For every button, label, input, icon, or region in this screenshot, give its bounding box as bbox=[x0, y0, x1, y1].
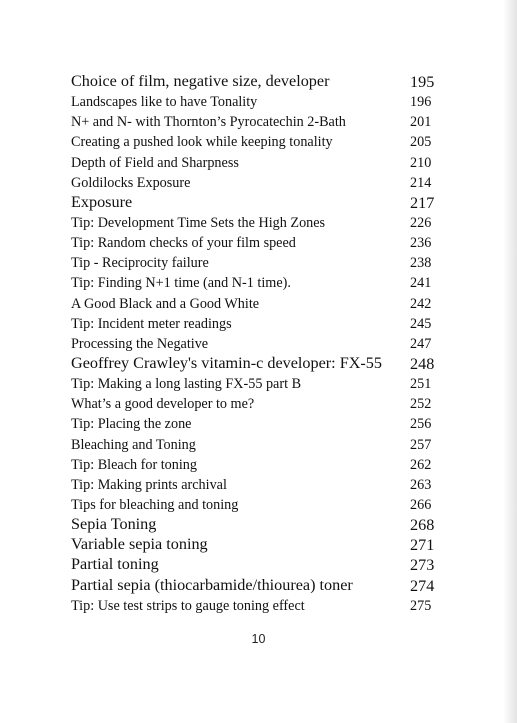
toc-entry-page-number: 241 bbox=[410, 275, 432, 292]
toc-entry[interactable] bbox=[71, 354, 437, 374]
toc-entry-page-number: 217 bbox=[410, 193, 435, 212]
toc-entry-page-number: 195 bbox=[410, 73, 435, 91]
toc-entry-title: Tip: Placing the zone bbox=[71, 416, 192, 433]
toc-entry-page-number: 201 bbox=[410, 114, 432, 131]
toc-entry-page-number: 273 bbox=[410, 556, 435, 575]
toc-entry[interactable] bbox=[71, 414, 437, 434]
toc-entry-title: Tip: Finding N+1 time (and N-1 time). bbox=[71, 275, 291, 292]
toc-entry-title: Tip: Development Time Sets the High Zones bbox=[71, 214, 326, 231]
toc-entry[interactable] bbox=[71, 294, 437, 314]
page-edge-shadow bbox=[503, 0, 517, 723]
toc-entry-title: Variable sepia toning bbox=[71, 535, 208, 554]
toc-entry-page-number: 252 bbox=[410, 396, 432, 413]
toc-entry-page-number: 251 bbox=[410, 376, 432, 393]
toc-entry-page-number: 210 bbox=[410, 154, 432, 171]
table-of-contents bbox=[71, 72, 437, 616]
toc-entry-title: Choice of film, negative size, developer bbox=[71, 72, 330, 90]
toc-entry-page-number: 236 bbox=[410, 235, 432, 252]
toc-entry[interactable] bbox=[71, 72, 437, 92]
toc-entry[interactable] bbox=[71, 173, 437, 193]
toc-entry[interactable] bbox=[71, 92, 437, 112]
toc-entry[interactable] bbox=[71, 253, 437, 273]
toc-entry-title: Processing the Negative bbox=[71, 335, 209, 352]
toc-entry-title: Depth of Field and Sharpness bbox=[71, 154, 239, 171]
toc-entry[interactable] bbox=[71, 535, 437, 555]
toc-entry-title: N+ and N- with Thornton’s Pyrocatechin 2-Bath bbox=[71, 114, 346, 131]
toc-entry[interactable] bbox=[71, 374, 437, 394]
toc-entry[interactable] bbox=[71, 394, 437, 414]
toc-entry[interactable] bbox=[71, 475, 437, 495]
toc-entry-page-number: 262 bbox=[410, 456, 432, 473]
toc-entry-title: Bleaching and Toning bbox=[71, 436, 196, 453]
toc-entry[interactable] bbox=[71, 455, 437, 475]
toc-entry-title: Tip - Reciprocity failure bbox=[71, 255, 209, 272]
toc-entry[interactable] bbox=[71, 233, 437, 253]
toc-entry-page-number: 245 bbox=[410, 315, 432, 332]
toc-entry[interactable] bbox=[71, 112, 437, 132]
toc-entry[interactable] bbox=[71, 596, 437, 616]
toc-entry-title: Tip: Making prints archival bbox=[71, 476, 227, 493]
toc-entry-title: Tip: Bleach for toning bbox=[71, 456, 197, 473]
toc-entry-title: Tip: Use test strips to gauge toning effect bbox=[71, 597, 305, 614]
toc-entry-page-number: 226 bbox=[410, 214, 432, 231]
toc-entry[interactable] bbox=[71, 213, 437, 233]
toc-entry-title: Goldilocks Exposure bbox=[71, 174, 191, 191]
toc-entry-page-number: 274 bbox=[410, 576, 435, 595]
toc-entry-page-number: 205 bbox=[410, 134, 432, 151]
toc-entry-page-number: 247 bbox=[410, 335, 432, 352]
toc-entry-page-number: 271 bbox=[410, 536, 435, 555]
toc-entry[interactable] bbox=[71, 153, 437, 173]
toc-entry-page-number: 248 bbox=[410, 354, 435, 373]
toc-entry-page-number: 275 bbox=[410, 597, 432, 614]
page-number: 10 bbox=[251, 632, 266, 646]
toc-entry[interactable] bbox=[71, 495, 437, 515]
toc-entry-title: Geoffrey Crawley's vitamin-c developer: FX-55 bbox=[71, 353, 382, 372]
toc-entry-title: What’s a good developer to me? bbox=[71, 396, 255, 413]
toc-entry[interactable] bbox=[71, 515, 437, 535]
toc-entry-title: Partial toning bbox=[71, 555, 159, 574]
toc-entry-title: A Good Black and a Good White bbox=[71, 295, 260, 312]
toc-entry-page-number: 266 bbox=[410, 496, 432, 513]
toc-entry-page-number: 268 bbox=[410, 516, 435, 535]
toc-entry-title: Tip: Making a long lasting FX-55 part B bbox=[71, 376, 302, 393]
toc-entry-page-number: 257 bbox=[410, 436, 432, 453]
toc-entry-page-number: 256 bbox=[410, 416, 432, 433]
toc-entry-title: Exposure bbox=[71, 192, 133, 211]
toc-entry[interactable] bbox=[71, 576, 437, 596]
toc-entry-page-number: 214 bbox=[410, 174, 432, 191]
toc-entry-page-number: 263 bbox=[410, 476, 432, 493]
toc-entry[interactable] bbox=[71, 334, 437, 354]
toc-entry-page-number: 196 bbox=[410, 94, 432, 111]
toc-entry[interactable] bbox=[71, 435, 437, 455]
toc-entry[interactable] bbox=[71, 555, 437, 575]
toc-entry-page-number: 242 bbox=[410, 295, 432, 312]
toc-entry[interactable] bbox=[71, 193, 437, 213]
toc-entry-title: Tips for bleaching and toning bbox=[71, 496, 239, 513]
toc-entry-title: Partial sepia (thiocarbamide/thiourea) toner bbox=[71, 575, 353, 594]
toc-entry-title: Creating a pushed look while keeping tonality bbox=[71, 134, 333, 151]
toc-entry-page-number: 238 bbox=[410, 255, 432, 272]
toc-entry-title: Landscapes like to have Tonality bbox=[71, 94, 258, 111]
toc-entry[interactable] bbox=[71, 132, 437, 152]
toc-entry-title: Tip: Random checks of your film speed bbox=[71, 235, 296, 252]
toc-entry[interactable] bbox=[71, 273, 437, 293]
toc-entry-title: Sepia Toning bbox=[71, 515, 157, 534]
toc-entry-title: Tip: Incident meter readings bbox=[71, 315, 232, 332]
toc-entry[interactable] bbox=[71, 314, 437, 334]
